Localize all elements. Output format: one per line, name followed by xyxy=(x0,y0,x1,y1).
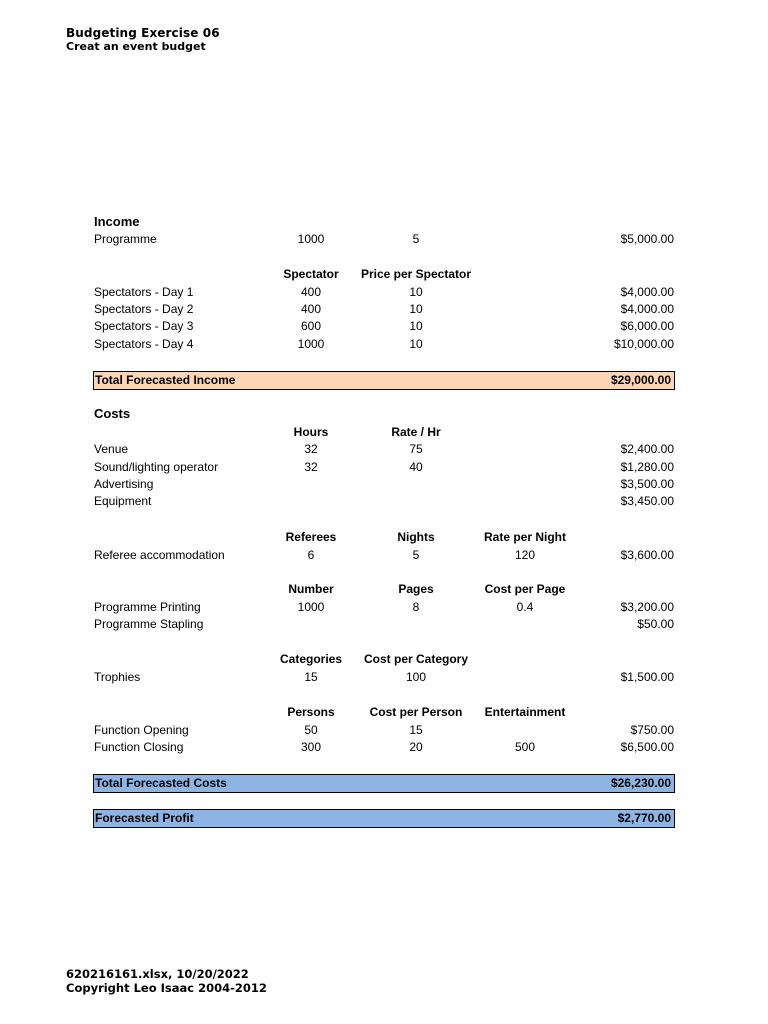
row-label: Function Opening xyxy=(94,723,189,737)
total-costs-amount: $26,230.00 xyxy=(610,776,671,790)
amount-cell: $750.00 xyxy=(630,723,674,737)
count-cell: 400 xyxy=(300,285,322,299)
row-label: Sound/lighting operator xyxy=(94,460,219,474)
amount-cell: $3,450.00 xyxy=(620,494,674,508)
rate-cell: 40 xyxy=(409,460,423,474)
count-cell: 600 xyxy=(300,319,322,333)
count-cell: 1000 xyxy=(297,337,325,351)
cost-cell: 0.4 xyxy=(516,600,534,614)
column-header: Entertainment xyxy=(484,705,566,719)
costs-heading: Costs xyxy=(94,406,131,421)
pages-cell: 8 xyxy=(412,600,420,614)
amount-cell: $3,600.00 xyxy=(620,548,674,562)
price-cell: 10 xyxy=(409,319,423,333)
spectator-header-row xyxy=(93,266,677,283)
column-header: Price per Spectator xyxy=(360,267,472,281)
column-header: Cost per Category xyxy=(363,652,469,666)
cost-cell: 15 xyxy=(409,723,423,737)
price-cell: 10 xyxy=(409,285,423,299)
function-header-row xyxy=(93,704,677,721)
amount-cell: $4,000.00 xyxy=(620,302,674,316)
amount-cell: $6,000.00 xyxy=(620,319,674,333)
profit-amount: $2,770.00 xyxy=(617,811,671,825)
table-row xyxy=(93,599,677,616)
costs-heading-row xyxy=(93,405,677,422)
amount-cell: $50.00 xyxy=(637,617,674,631)
referee-header-row xyxy=(93,529,677,546)
table-row xyxy=(93,476,677,493)
printing-header-row xyxy=(93,581,677,598)
income-heading-row xyxy=(93,213,677,230)
forecasted-profit-row xyxy=(93,809,675,828)
table-row xyxy=(93,669,677,686)
row-label: Spectators - Day 2 xyxy=(94,302,194,316)
copyright-text: Copyright Leo Isaac 2004-2012 xyxy=(66,981,267,995)
total-costs-row xyxy=(93,774,675,793)
row-label: Venue xyxy=(94,442,129,456)
table-row xyxy=(93,616,677,633)
quantity-cell: 1000 xyxy=(297,232,325,246)
column-header: Nights xyxy=(397,530,435,544)
number-cell: 1000 xyxy=(297,600,325,614)
column-header: Cost per Page xyxy=(484,582,566,596)
page-title: Budgeting Exercise 06 xyxy=(66,26,220,40)
row-label: Programme Stapling xyxy=(94,617,204,631)
column-header: Hours xyxy=(293,425,329,439)
table-row xyxy=(93,493,677,510)
column-header: Rate / Hr xyxy=(391,425,441,439)
page-subtitle: Creat an event budget xyxy=(66,40,206,53)
row-label: Equipment xyxy=(94,494,152,508)
column-header: Categories xyxy=(279,652,343,666)
amount-cell: $3,500.00 xyxy=(620,477,674,491)
referees-cell: 6 xyxy=(307,548,315,562)
amount-cell: $1,280.00 xyxy=(620,460,674,474)
column-header: Cost per Person xyxy=(369,705,463,719)
hours-cell: 32 xyxy=(304,442,318,456)
column-header: Number xyxy=(288,582,334,596)
row-label: Spectators - Day 4 xyxy=(94,337,194,351)
table-row xyxy=(93,739,677,756)
categories-cell: 15 xyxy=(304,670,318,684)
amount-cell: $1,500.00 xyxy=(620,670,674,684)
hours-header-row xyxy=(93,424,677,441)
amount-cell: $4,000.00 xyxy=(620,285,674,299)
rate-cell: 120 xyxy=(514,548,536,562)
table-row xyxy=(93,459,677,476)
price-cell: 10 xyxy=(409,337,423,351)
column-header: Pages xyxy=(398,582,434,596)
row-label: Function Closing xyxy=(94,740,184,754)
amount-cell: $3,200.00 xyxy=(620,600,674,614)
table-row xyxy=(93,318,677,335)
total-income-row xyxy=(93,371,675,390)
trophy-header-row xyxy=(93,651,677,668)
price-cell: 5 xyxy=(412,232,420,246)
amount-cell: $2,400.00 xyxy=(620,442,674,456)
nights-cell: 5 xyxy=(412,548,420,562)
row-label: Spectators - Day 1 xyxy=(94,285,194,299)
income-heading: Income xyxy=(94,214,140,229)
table-row xyxy=(93,301,677,318)
entertainment-cell: 500 xyxy=(514,740,536,754)
column-header: Persons xyxy=(287,705,335,719)
column-header: Referees xyxy=(285,530,337,544)
table-row xyxy=(93,284,677,301)
row-label: Spectators - Day 3 xyxy=(94,319,194,333)
rate-cell: 75 xyxy=(409,442,423,456)
amount-cell: $5,000.00 xyxy=(620,232,674,246)
table-row xyxy=(93,547,677,564)
total-costs-label: Total Forecasted Costs xyxy=(95,776,227,790)
table-row xyxy=(93,441,677,458)
price-cell: 10 xyxy=(409,302,423,316)
amount-cell: $6,500.00 xyxy=(620,740,674,754)
amount-cell: $10,000.00 xyxy=(613,337,674,351)
column-header: Spectator xyxy=(283,267,339,281)
file-info: 620216161.xlsx, 10/20/2022 xyxy=(66,967,249,981)
row-label: Programme Printing xyxy=(94,600,201,614)
programme-income-row xyxy=(93,231,677,248)
row-label: Advertising xyxy=(94,477,154,491)
total-income-label: Total Forecasted Income xyxy=(95,373,236,387)
table-row xyxy=(93,336,677,353)
row-label: Trophies xyxy=(94,670,141,684)
column-header: Rate per Night xyxy=(483,530,566,544)
row-label: Referee accommodation xyxy=(94,548,225,562)
hours-cell: 32 xyxy=(304,460,318,474)
cost-cell: 100 xyxy=(405,670,427,684)
table-row xyxy=(93,722,677,739)
persons-cell: 50 xyxy=(304,723,318,737)
count-cell: 400 xyxy=(300,302,322,316)
persons-cell: 300 xyxy=(300,740,322,754)
cost-cell: 20 xyxy=(409,740,423,754)
row-label: Programme xyxy=(94,232,157,246)
total-income-amount: $29,000.00 xyxy=(610,373,671,387)
profit-label: Forecasted Profit xyxy=(95,811,194,825)
